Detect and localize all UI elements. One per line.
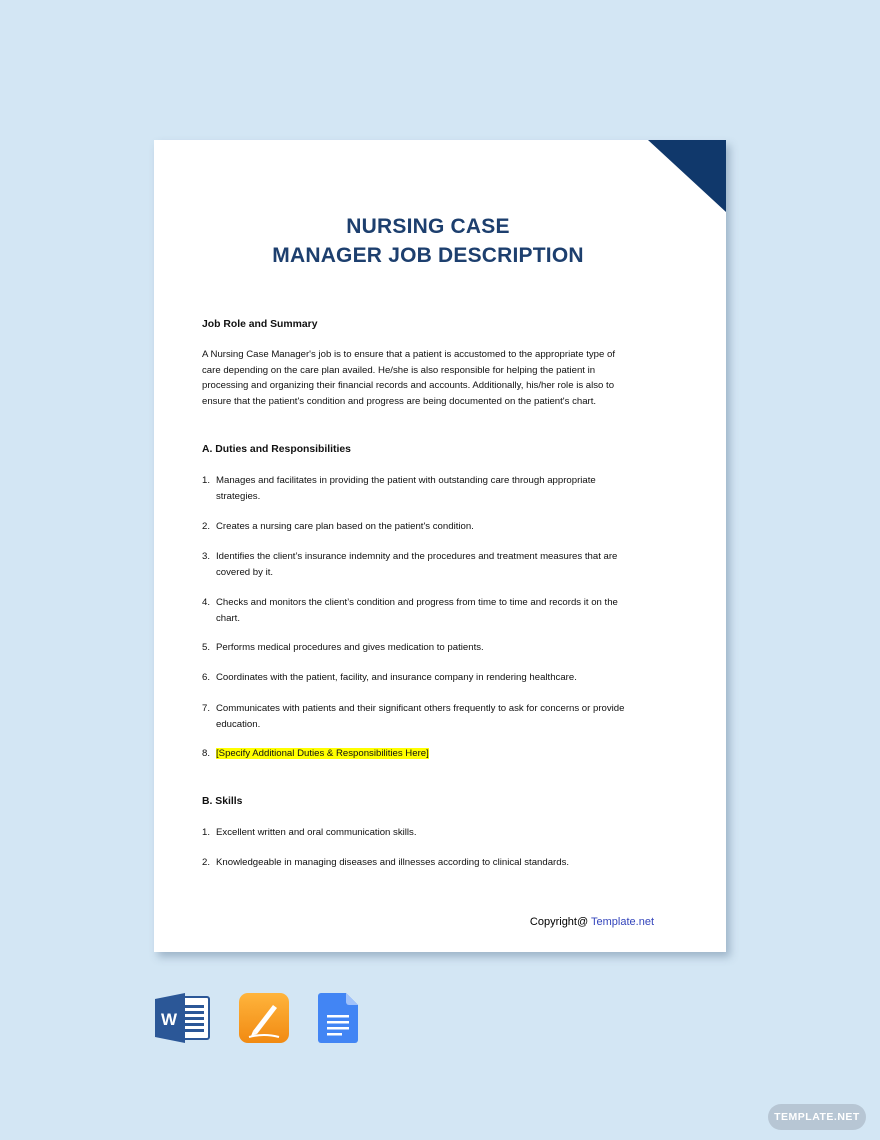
svg-text:W: W <box>160 1010 178 1029</box>
list-text <box>216 549 662 580</box>
list-number: 3. <box>202 551 211 562</box>
duty-item-3 <box>202 549 662 580</box>
corner-fold-decoration <box>648 140 726 212</box>
list-line: Performs medical procedures and gives medication to patients. <box>216 642 484 653</box>
duty-item-6 <box>202 670 662 686</box>
title-line-2: MANAGER JOB DESCRIPTION <box>272 244 584 267</box>
summary-line: processing and organizing their financial records and accounts. Additionally, his/her role is also to <box>202 380 615 391</box>
template-net-watermark: TEMPLATE.NET <box>768 1104 866 1130</box>
skills-heading: B. Skills <box>202 796 243 807</box>
google-docs-icon[interactable] <box>318 993 358 1043</box>
list-text <box>216 855 662 871</box>
list-line: strategies. <box>216 490 261 502</box>
copyright-prefix: Copyright@ <box>529 916 592 928</box>
list-line: Manages and facilitates in providing the patient with outstanding care through appropriate <box>216 475 596 486</box>
duty-item-1 <box>202 473 662 504</box>
microsoft-word-icon[interactable] <box>155 993 211 1043</box>
duties-heading: A. Duties and Responsibilities <box>202 444 351 455</box>
list-line: covered by it. <box>216 566 274 578</box>
list-line: Knowledgeable in managing diseases and illnesses according to clinical standards. <box>216 857 570 868</box>
list-number: 8. <box>202 748 211 759</box>
copyright-notice <box>530 916 654 928</box>
duty-item-4 <box>202 595 662 626</box>
list-number: 2. <box>202 521 211 532</box>
summary-heading: Job Role and Summary <box>202 319 318 330</box>
apple-pages-icon[interactable] <box>239 993 289 1043</box>
title-line-1: NURSING CASE <box>346 215 510 238</box>
document-title <box>154 212 702 270</box>
list-line: Excellent written and oral communication skills. <box>216 827 417 838</box>
duty-item-5 <box>202 640 662 656</box>
skill-item-2 <box>202 855 662 871</box>
list-text <box>216 746 662 762</box>
copyright-link[interactable]: Template.net <box>591 916 654 928</box>
list-line: Identifies the client’s insurance indemnity and the procedures and treatment measures that are <box>216 551 618 562</box>
summary-line: ensure that the patient's condition and progress are being documented on the patient's chart. <box>202 395 597 407</box>
skill-item-1 <box>202 825 662 841</box>
list-text <box>216 825 662 841</box>
list-line: chart. <box>216 612 240 624</box>
list-text <box>216 640 662 656</box>
duty-item-8 <box>202 746 662 762</box>
list-text <box>216 670 662 686</box>
list-line: education. <box>216 718 261 730</box>
list-text <box>216 473 662 504</box>
summary-paragraph <box>202 347 654 409</box>
list-number: 4. <box>202 597 211 608</box>
list-line: Creates a nursing care plan based on the patient's condition. <box>216 521 474 532</box>
list-line: Coordinates with the patient, facility, and insurance company in rendering healthcare. <box>216 672 577 683</box>
list-line: Checks and monitors the client’s condition and progress from time to time and records it on the <box>216 597 618 608</box>
summary-line: care depending on the care plan availed. He/she is also responsible for helping the patient in <box>202 364 596 376</box>
list-text <box>216 701 662 732</box>
duty-item-7 <box>202 701 662 732</box>
list-number: 1. <box>202 475 211 486</box>
list-number: 5. <box>202 642 211 653</box>
list-number: 6. <box>202 672 211 683</box>
list-number: 1. <box>202 827 211 838</box>
summary-line: A Nursing Case Manager's job is to ensure that a patient is accustomed to the appropriate type of <box>202 349 615 360</box>
list-text <box>216 595 662 626</box>
list-number: 2. <box>202 857 211 868</box>
placeholder-highlight: [Specify Additional Duties & Responsibilities Here] <box>216 748 429 759</box>
duty-item-2 <box>202 519 662 535</box>
list-text <box>216 519 662 535</box>
document-page <box>154 140 726 952</box>
list-number: 7. <box>202 703 211 714</box>
list-line: Communicates with patients and their significant others frequently to ask for concerns or provide <box>216 703 625 714</box>
